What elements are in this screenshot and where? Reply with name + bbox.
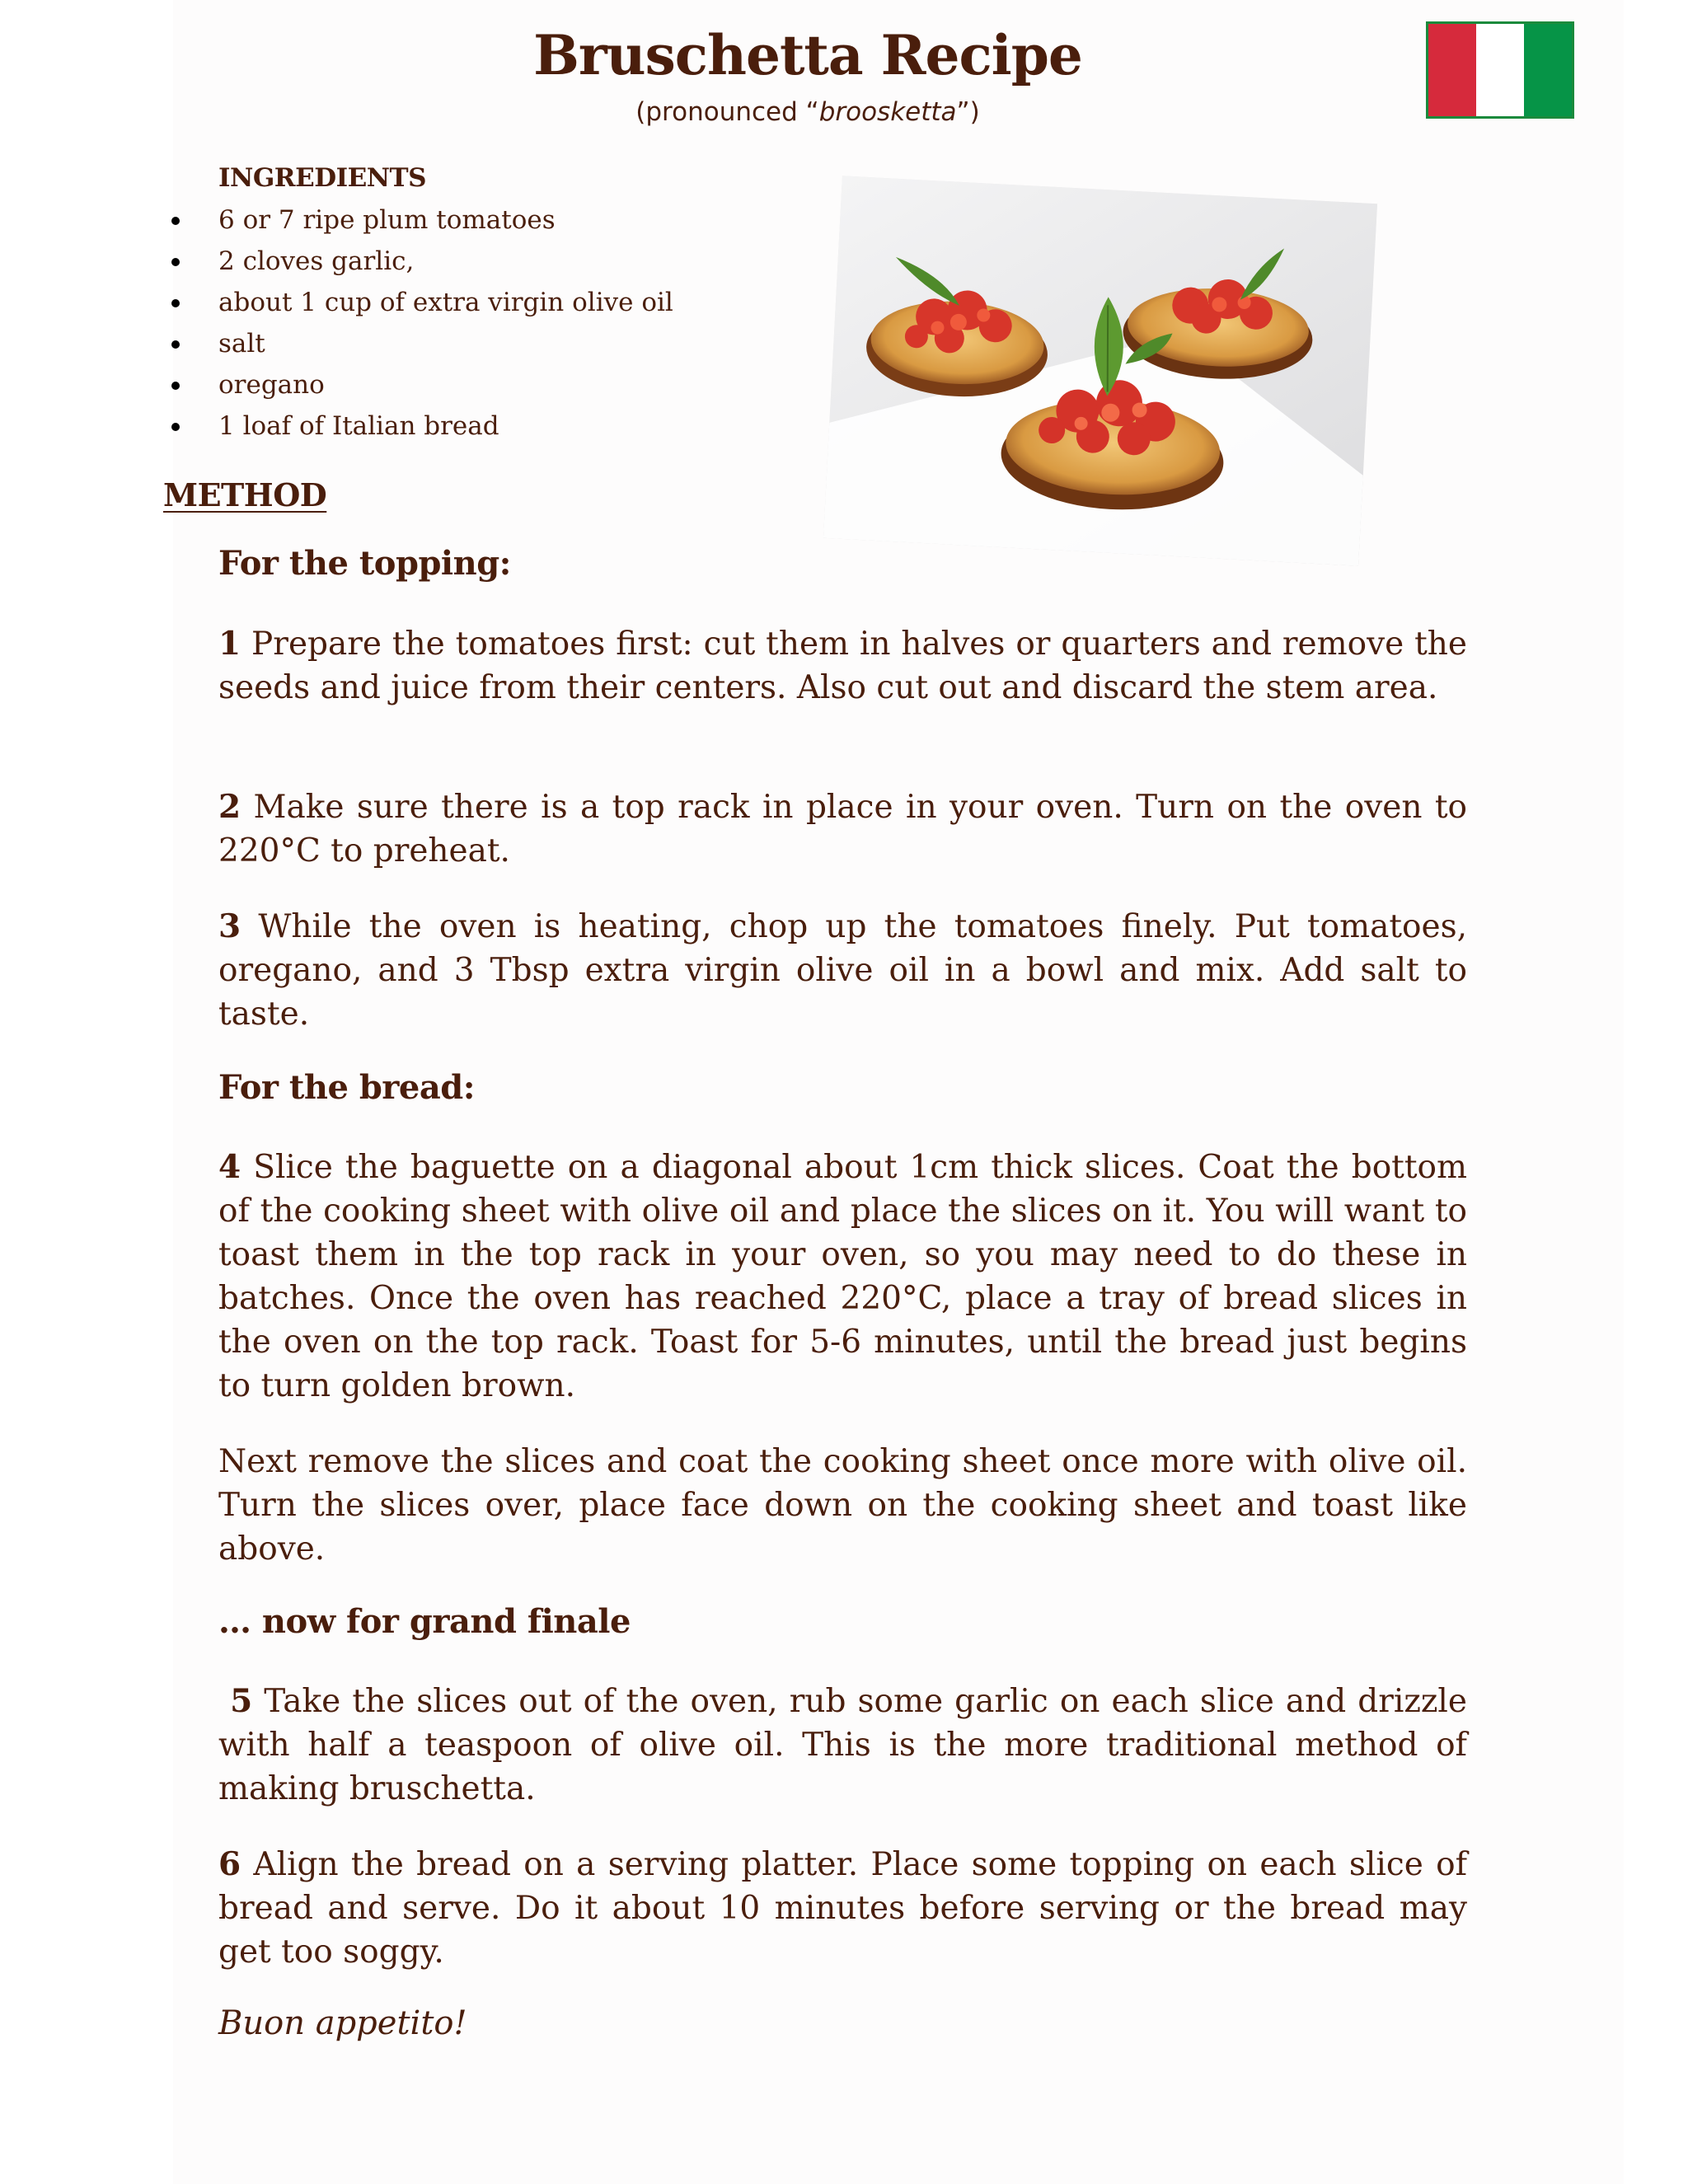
ingredients-heading: INGREDIENTS: [218, 163, 427, 193]
step-6: [218, 1843, 1467, 1974]
page-title: Bruschetta Recipe: [533, 23, 1082, 87]
subtitle-word: broosketta: [818, 97, 957, 127]
topping-heading: For the topping:: [218, 544, 511, 583]
bruschetta-photo: [823, 176, 1377, 565]
step-text: Make sure there is a top rack in place in your oven. Turn on the oven to 220°C to preheat.: [218, 789, 1467, 869]
step-2: [218, 785, 1467, 873]
step-text: Align the bread on a serving platter. Place some topping on each slice of bread and serve. Do it about 10 minutes before serving or the bread may get too soggy.: [218, 1846, 1467, 1971]
ingredient-item: about 1 cup of extra virgin olive oil: [165, 282, 673, 323]
step-number: 5: [230, 1682, 253, 1720]
flag-white-stripe: [1476, 24, 1524, 116]
step-number: 2: [218, 788, 241, 826]
ingredient-item: salt: [165, 323, 673, 364]
step-number: 1: [218, 625, 241, 663]
step-4-followup: Next remove the slices and coat the cooking sheet once more with olive oil. Turn the slices over, place face down on the cooking sheet and toast like above.: [218, 1443, 1467, 1568]
step-5: [218, 1680, 1467, 1811]
method-heading: METHOD: [163, 476, 327, 513]
step-number: 6: [218, 1845, 241, 1883]
flag-green-stripe: [1524, 24, 1572, 116]
sign-off: Buon appetito!: [218, 2004, 467, 2042]
step-4: [218, 1146, 1467, 1408]
ingredient-item: 2 cloves garlic,: [165, 241, 673, 282]
step-text: Take the slices out of the oven, rub some garlic on each slice and drizzle with half a teaspoon of olive oil. This is the more traditional method of making bruschetta.: [218, 1683, 1467, 1807]
bread-heading: For the bread:: [218, 1068, 475, 1107]
step-text: While the oven is heating, chop up the tomatoes finely. Put tomatoes, oregano, and 3 Tbsp extra virgin olive oil in a bowl and mix. Add salt to taste.: [218, 908, 1467, 1033]
step-3: [218, 905, 1467, 1036]
ingredient-item: 1 loaf of Italian bread: [165, 405, 673, 447]
italian-flag-icon: [1426, 21, 1574, 119]
pronunciation-subtitle: [0, 97, 1615, 127]
subtitle-prefix: (pronounced “: [635, 97, 819, 127]
ingredient-item: 6 or 7 ripe plum tomatoes: [165, 199, 673, 241]
step-text: Slice the baguette on a diagonal about 1cm thick slices. Coat the bottom of the cooking sheet with olive oil and place the slices on it. You will want to toast them in the top rack in your oven, so you may need to do these in batches. Once the oven has reached 220°C, place a tray of bread slices in the oven on the top rack. Toast for 5-6 minutes, until the bread just begins to turn golden brown.: [218, 1149, 1467, 1404]
step-number: 4: [218, 1148, 241, 1186]
finale-heading: … now for grand finale: [218, 1602, 631, 1641]
step-1: [218, 622, 1467, 710]
ingredients-list: [165, 199, 673, 447]
step-number: 3: [218, 907, 241, 945]
subtitle-suffix: ”): [956, 97, 980, 127]
step-text: Prepare the tomatoes first: cut them in halves or quarters and remove the seeds and juice from their centers. Also cut out and discard the stem area.: [218, 626, 1467, 706]
flag-red-stripe: [1428, 24, 1476, 116]
ingredient-item: oregano: [165, 364, 673, 405]
